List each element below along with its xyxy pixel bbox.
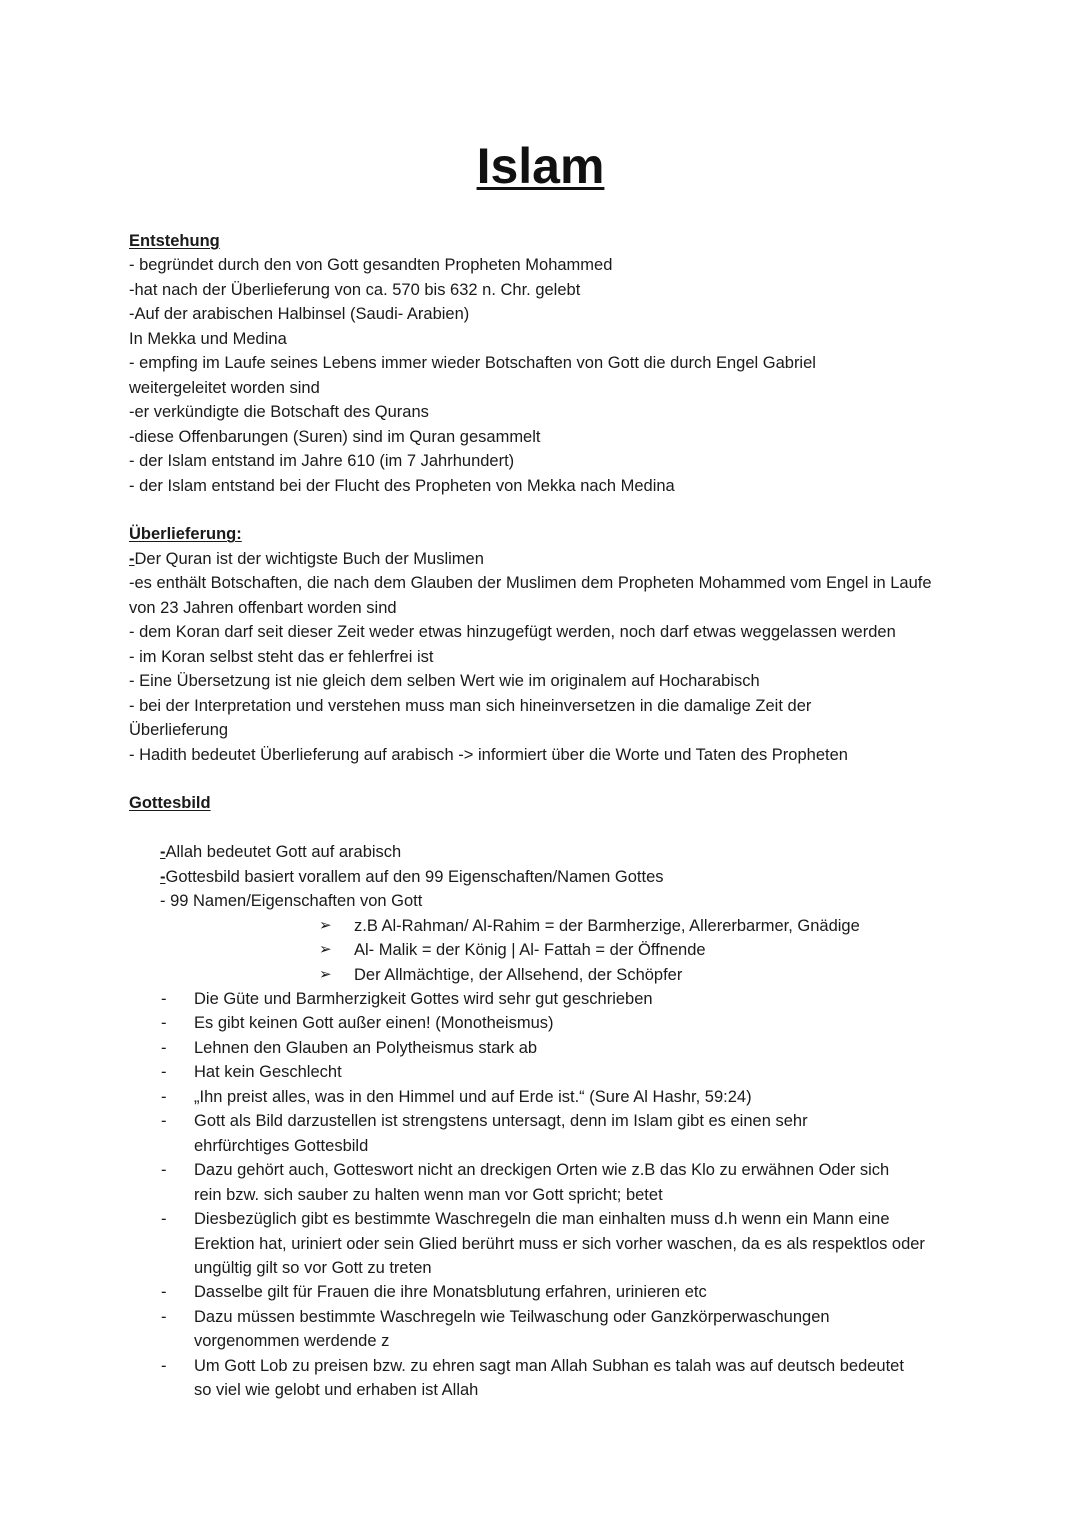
list-item-text: Die Güte und Barmherzigkeit Gottes wird sehr gut geschrieben <box>194 990 653 1008</box>
list-item-text: Dazu müssen bestimmte Waschregeln wie Teilwaschung oder Ganzkörperwaschungen vorgenommen werdende z <box>194 1307 830 1351</box>
text-line: - dem Koran darf seit dieser Zeit weder etwas hinzugefügt werden, noch darf etwas weggelassen werden <box>129 623 896 642</box>
list-item-text: Gott als Bild darzustellen ist strengstens untersagt, denn im Islam gibt es einen sehr ehrfürchtiges Gottesbild <box>194 1112 808 1155</box>
arrow-bullet-icon: ➢ <box>319 965 332 983</box>
text-line: -er verkündigte die Botschaft des Qurans <box>129 403 429 422</box>
arrow-bullet-icon: ➢ <box>319 941 332 959</box>
dash-bullet: - <box>161 1356 167 1375</box>
bullet-mark: - <box>129 549 135 568</box>
list-item-text: Lehnen den Glauben an Polytheismus stark ab <box>194 1038 538 1057</box>
text-line: -hat nach der Überlieferung von ca. 570 bis 632 n. Chr. gelebt <box>129 280 581 299</box>
dash-bullet: - <box>161 1063 167 1082</box>
spacer <box>129 767 952 791</box>
dash-bullet: - <box>161 1210 167 1229</box>
dash-bullet: - <box>161 1307 167 1326</box>
dash-bullet: - <box>161 1014 167 1033</box>
text-line: In Mekka und Medina <box>129 329 287 348</box>
arrow-bullet-icon: ➢ <box>319 916 332 934</box>
dash-bullet: - <box>161 1112 167 1131</box>
list-item-text: „Ihn preist alles, was in den Himmel und auf Erde ist.“ (Sure Al Hashr, 59:24) <box>194 1087 752 1106</box>
bullet-mark: - <box>160 867 166 886</box>
section-heading-entstehung: Entstehung <box>129 232 220 250</box>
text-line: -es enthält Botschaften, die nach dem Glauben der Muslimen dem Propheten Mohammed vom Engel in Laufe von 23 Jahren offenbart worden sind <box>129 574 932 617</box>
text-line: - Hadith bedeutet Überlieferung auf arabisch -> informiert über die Worte und Taten des Propheten <box>129 745 848 764</box>
dash-bullet: - <box>161 1087 167 1106</box>
text-line: -diese Offenbarungen (Suren) sind im Quran gesammelt <box>129 427 541 446</box>
list-item-text: Um Gott Lob zu preisen bzw. zu ehren sagt man Allah Subhan es talah was auf deutsch bedeutet so viel wie gelobt und erhaben ist Allah <box>194 1356 904 1400</box>
dash-bullet: - <box>161 1283 167 1302</box>
list-item <box>129 1207 952 1280</box>
list-item <box>129 1354 952 1403</box>
spacer <box>129 498 952 522</box>
text-span: Der Quran ist der wichtigste Buch der Muslimen <box>134 549 484 568</box>
section-heading-gottesbild: Gottesbild <box>129 794 211 813</box>
arrow-list-item <box>129 963 952 987</box>
list-item <box>129 1109 952 1158</box>
text-line <box>129 840 952 864</box>
list-item <box>129 1011 952 1035</box>
text-line: - empfing im Laufe seines Lebens immer wieder Botschaften von Gott die durch Engel Gabriel weitergeleitet worden sind <box>129 354 816 397</box>
list-item <box>129 1280 952 1304</box>
list-item <box>129 1085 952 1109</box>
section-entstehung <box>129 229 952 498</box>
arrow-list-item <box>129 914 952 938</box>
arrow-item-text: Al- Malik = der König | Al- Fattah = der Öffnende <box>354 941 706 960</box>
text-line <box>129 865 952 889</box>
arrow-item-text: z.B Al-Rahman/ Al-Rahim = der Barmherzige, Allererbarmer, Gnädige <box>354 916 860 935</box>
list-item-text: Hat kein Geschlecht <box>194 1063 342 1082</box>
dash-bullet: - <box>161 1161 167 1180</box>
text-span: Gottesbild basiert vorallem auf den 99 Eigenschaften/Namen Gottes <box>165 867 664 886</box>
text-span: Allah bedeutet Gott auf arabisch <box>165 843 402 862</box>
arrow-list-item <box>129 938 952 962</box>
text-line: - der Islam entstand bei der Flucht des Propheten von Mekka nach Medina <box>129 476 675 495</box>
text-line: -Auf der arabischen Halbinsel (Saudi- Arabien) <box>129 305 470 324</box>
list-item-text: Diesbezüglich gibt es bestimmte Waschregeln die man einhalten muss d.h wenn ein Mann eine Erektion hat, uriniert oder sein Glied berührt muss er sich vorher waschen, da es als respektlos oder ungültig gilt so vor Gott zu treten <box>194 1210 925 1277</box>
text-line: - der Islam entstand im Jahre 610 (im 7 Jahrhundert) <box>129 452 515 471</box>
dash-bullet: - <box>161 990 167 1008</box>
text-line <box>129 547 952 571</box>
section-gottesbild <box>129 791 952 1402</box>
text-line: - Eine Übersetzung ist nie gleich dem selben Wert wie im originalem auf Hocharabisch <box>129 672 760 691</box>
list-item <box>129 1036 952 1060</box>
list-item-text: Dasselbe gilt für Frauen die ihre Monatsblutung erfahren, urinieren etc <box>194 1283 707 1302</box>
arrow-item-text: Der Allmächtige, der Allsehend, der Schöpfer <box>354 965 683 984</box>
list-item <box>129 1060 952 1084</box>
text-line: - bei der Interpretation und verstehen muss man sich hineinversetzen in die damalige Zeit der Überlieferung <box>129 696 812 740</box>
list-item-text: Dazu gehört auch, Gotteswort nicht an dreckigen Orten wie z.B das Klo zu erwähnen Oder sich rein bzw. sich sauber zu halten wenn man vor Gott spricht; betet <box>194 1161 890 1204</box>
bullet-mark: - <box>160 843 166 862</box>
text-line: - im Koran selbst steht das er fehlerfrei ist <box>129 647 434 666</box>
dash-bullet: - <box>161 1038 167 1057</box>
page-title: Islam <box>476 138 605 194</box>
list-item <box>129 987 952 1011</box>
text-line: - begründet durch den von Gott gesandten Propheten Mohammed <box>129 256 613 275</box>
list-item-text: Es gibt keinen Gott außer einen! (Monotheismus) <box>194 1014 554 1033</box>
spacer <box>129 816 952 840</box>
text-line: - 99 Namen/Eigenschaften von Gott <box>160 892 423 911</box>
list-item <box>129 1305 952 1354</box>
list-item <box>129 1158 952 1207</box>
section-ueberlieferung <box>129 522 952 767</box>
section-heading-ueberlieferung: Überlieferung: <box>129 525 242 544</box>
